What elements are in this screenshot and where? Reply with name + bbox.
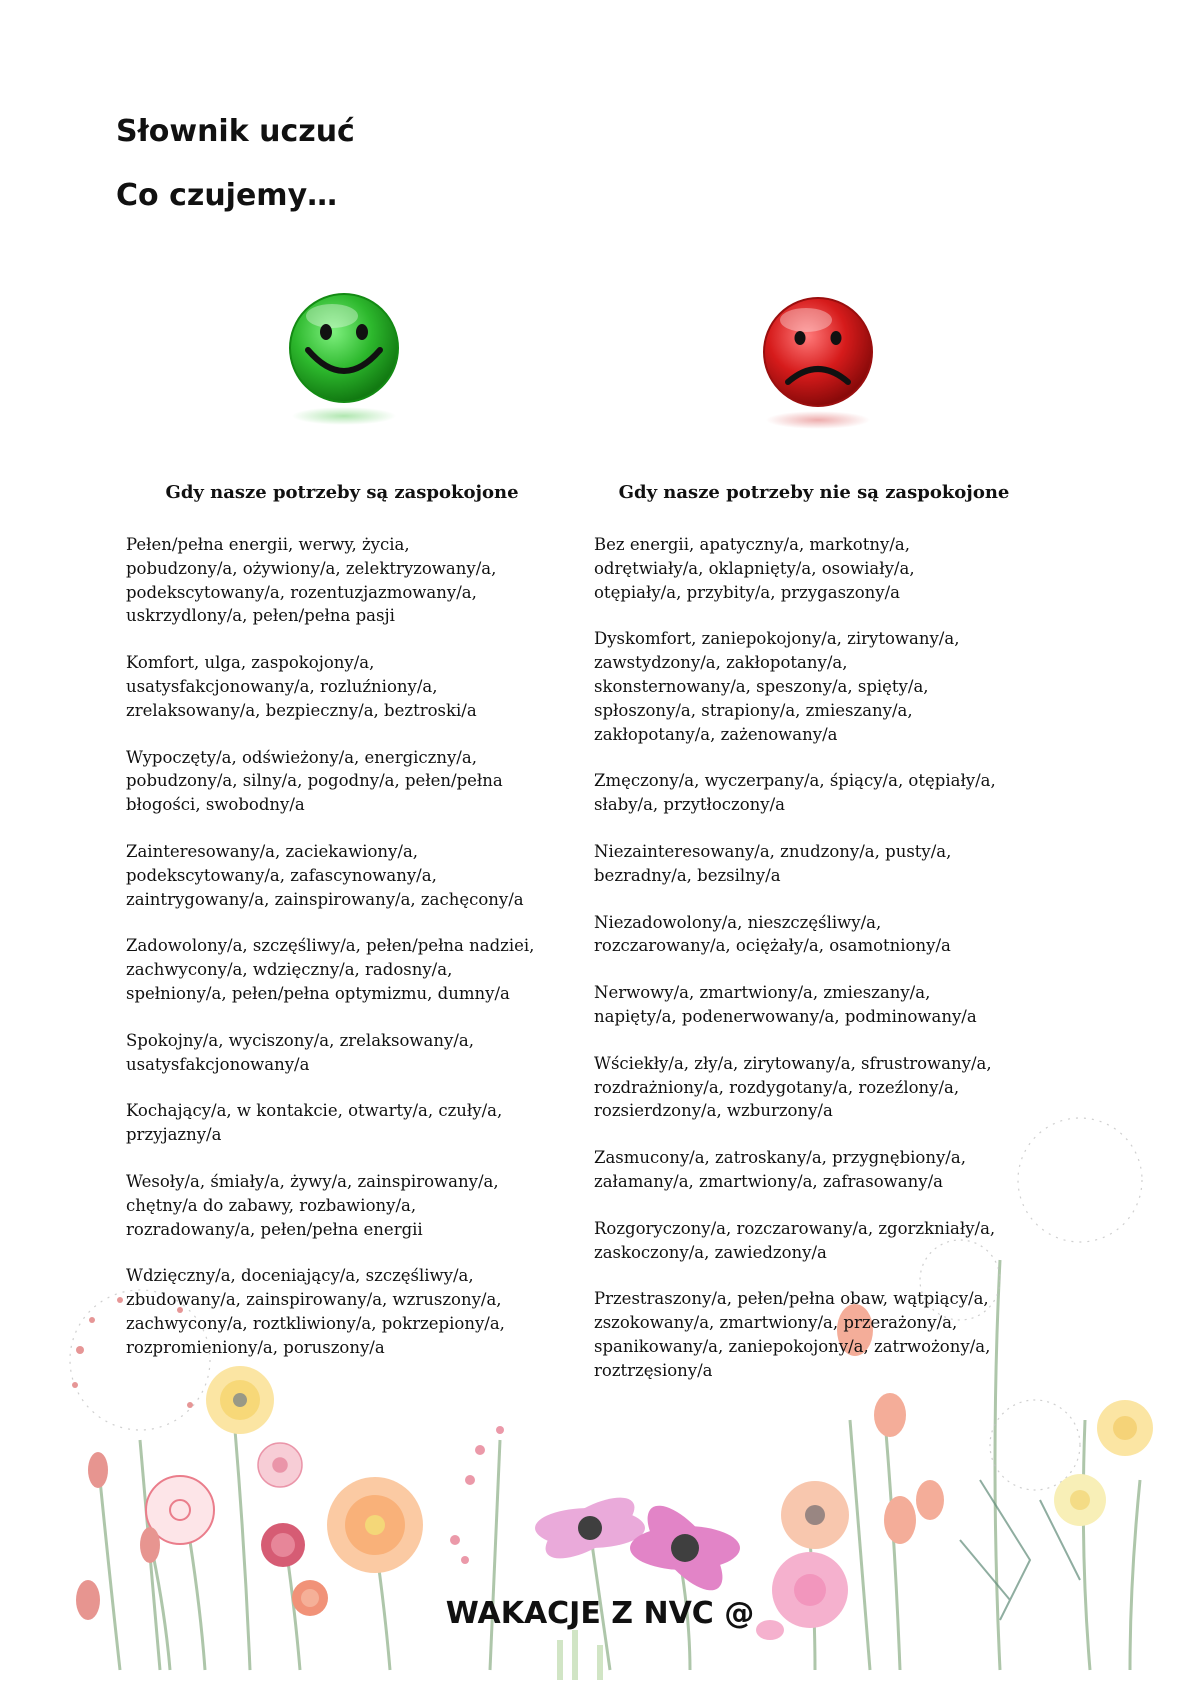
feelings-paragraph: Dyskomfort, zaniepokojony/a, zirytowany/a, zawstydzony/a, zakłopotany/a, skonsternowany/a, speszony/a, spięty/a, spłoszony/a, strapiony/a, zmieszany/a, zakłopotany/a, zażenowany/a bbox=[594, 629, 960, 744]
feelings-paragraph: Zainteresowany/a, zaciekawiony/a, podekscytowany/a, zafascynowany/a, zaintrygowany/a, zainspirowany/a, zachęcony/a bbox=[126, 841, 524, 909]
page-subtitle: Co czujemy… bbox=[116, 178, 338, 213]
feelings-paragraph: Wypoczęty/a, odświeżony/a, energiczny/a, pobudzony/a, silny/a, pogodny/a, pełen/pełna błogości, swobodny/a bbox=[126, 747, 503, 815]
column-needs-unmet bbox=[594, 482, 1034, 1406]
column-needs-met bbox=[126, 482, 566, 1383]
feelings-paragraph: Komfort, ulga, zaspokojony/a, usatysfakcjonowany/a, rozluźniony/a, zrelaksowany/a, bezpieczny/a, beztroski/a bbox=[126, 653, 477, 720]
feelings-paragraph: Wesoły/a, śmiały/a, żywy/a, zainspirowany/a, chętny/a do zabawy, rozbawiony/a, rozradowany/a, pełen/pełna energii bbox=[126, 1171, 499, 1239]
column-heading-needs-unmet: Gdy nasze potrzeby nie są zaspokojone bbox=[618, 482, 1010, 503]
feelings-paragraph: Zadowolony/a, szczęśliwy/a, pełen/pełna nadziei, zachwycony/a, wdzięczny/a, radosny/a, spełniony/a, pełen/pełna optymizmu, dumny/a bbox=[126, 936, 535, 1003]
feelings-paragraph: Niezadowolony/a, nieszczęśliwy/a, rozczarowany/a, ociężały/a, osamotniony/a bbox=[594, 912, 951, 956]
feelings-paragraph: Przestraszony/a, pełen/pełna obaw, wątpiący/a, zszokowany/a, zmartwiony/a, przerażony/a, spanikowany/a, zaniepokojony/a, zatrwożony/a, roztrzęsiony/a bbox=[594, 1289, 991, 1380]
feelings-paragraph: Zmęczony/a, wyczerpany/a, śpiący/a, otępiały/a, słaby/a, przytłoczony/a bbox=[594, 771, 996, 815]
feelings-paragraph: Kochający/a, w kontakcie, otwarty/a, czuły/a, przyjazny/a bbox=[126, 1101, 503, 1145]
feelings-paragraph: Rozgoryczony/a, rozczarowany/a, zgorzkniały/a, zaskoczony/a, zawiedzony/a bbox=[594, 1218, 996, 1262]
footer-text: WAKACJE Z NVC @ bbox=[445, 1596, 755, 1631]
feelings-paragraph: Spokojny/a, wyciszony/a, zrelaksowany/a, usatysfakcjonowany/a bbox=[126, 1030, 474, 1074]
feelings-paragraph: Wściekły/a, zły/a, zirytowany/a, sfrustrowany/a, rozdrażniony/a, rozdygotany/a, rozeźlony/a, rozsierdzony/a, wzburzony/a bbox=[594, 1053, 992, 1121]
column-heading-needs-met: Gdy nasze potrzeby są zaspokojone bbox=[165, 482, 519, 503]
feelings-paragraph: Pełen/pełna energii, werwy, życia, pobudzony/a, ożywiony/a, zelektryzowany/a, podekscytowany/a, rozentuzjazmowany/a, uskrzydlony/a, pełen/pełna pasji bbox=[126, 535, 497, 626]
page-title: Słownik uczuć bbox=[116, 114, 355, 149]
feelings-paragraph: Nerwowy/a, zmartwiony/a, zmieszany/a, napięty/a, podenerwowany/a, podminowany/a bbox=[594, 983, 977, 1026]
feelings-paragraph: Niezainteresowany/a, znudzony/a, pusty/a, bezradny/a, bezsilny/a bbox=[594, 841, 952, 885]
feelings-paragraph: Bez energii, apatyczny/a, markotny/a, odrętwiały/a, oklapnięty/a, osowiały/a, otępiały/a, przybity/a, przygaszony/a bbox=[594, 535, 915, 602]
feelings-paragraph: Zasmucony/a, zatroskany/a, przygnębiony/a, załamany/a, zmartwiony/a, zafrasowany/a bbox=[594, 1148, 966, 1191]
feelings-paragraph: Wdzięczny/a, doceniający/a, szczęśliwy/a, zbudowany/a, zainspirowany/a, wzruszony/a, zachwycony/a, roztkliwiony/a, pokrzepiony/a, rozpromieniony/a, poruszony/a bbox=[126, 1266, 505, 1357]
